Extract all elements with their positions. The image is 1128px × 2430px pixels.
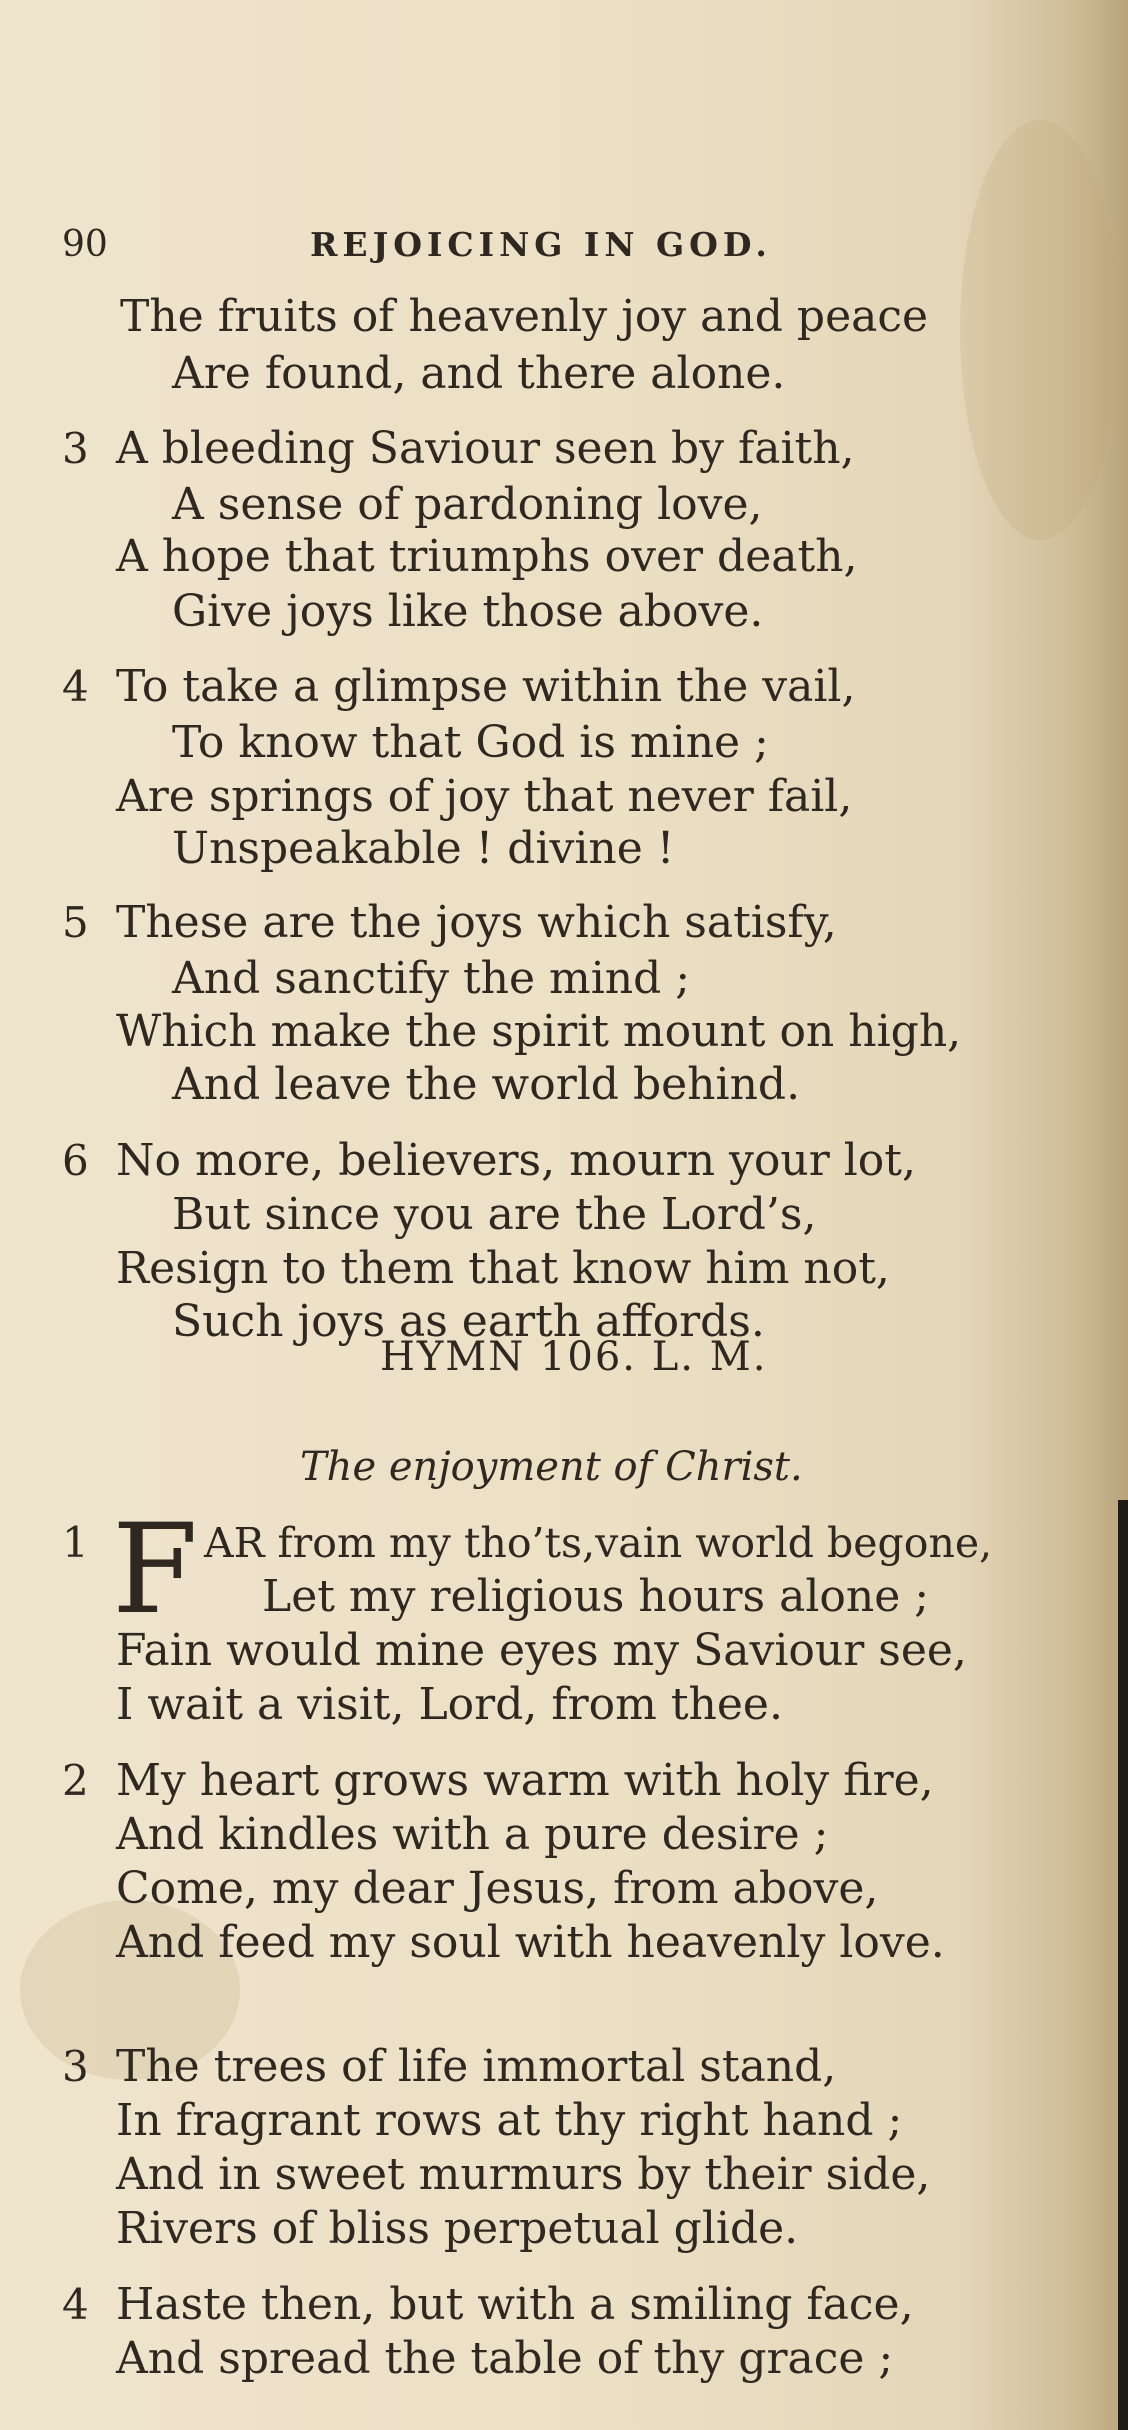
hymn-line: A hope that triumphs over death,: [116, 531, 858, 582]
hymn-line: Give joys like those above.: [172, 586, 764, 637]
hymn-line: A bleeding Saviour seen by faith,: [116, 423, 855, 474]
verse-number: 4: [62, 662, 89, 711]
verse-number: 2: [62, 1756, 89, 1805]
hymn-line: The fruits of heavenly joy and peace: [120, 291, 929, 342]
paper-stain: [960, 120, 1120, 540]
verse-number: 1: [62, 1518, 89, 1567]
hymn-line: Are found, and there alone.: [172, 348, 786, 399]
verse-number: 5: [62, 898, 89, 947]
page-header: [62, 222, 942, 268]
hymn-line: No more, believers, mourn your lot,: [116, 1135, 916, 1186]
hymn-line: Fain would mine eyes my Saviour see,: [116, 1625, 967, 1676]
hymn-line: In fragrant rows at thy right hand ;: [116, 2095, 903, 2146]
hymn-line: Let my religious hours alone ;: [262, 1571, 930, 1622]
hymn-line: These are the joys which satisfy,: [116, 897, 837, 948]
hymn-title: HYMN 106. L. M.: [380, 1334, 768, 1380]
hymn-line: The trees of life immortal stand,: [116, 2041, 837, 2092]
hymn-line: And kindles with a pure desire ;: [116, 1809, 829, 1860]
hymn-line: Haste then, but with a smiling face,: [116, 2279, 914, 2330]
hymn-line: Such joys as earth affords.: [172, 1296, 765, 1347]
hymn-line: Unspeakable ! divine !: [172, 823, 675, 874]
hymn-line: And in sweet murmurs by their side,: [116, 2149, 931, 2200]
verse-number: 3: [62, 424, 89, 473]
hymn-line: Resign to them that know him not,: [116, 1243, 890, 1294]
hymn-line: To know that God is mine ;: [172, 717, 769, 768]
hymn-line: Which make the spirit mount on high,: [116, 1006, 962, 1057]
hymn-line: My heart grows warm with holy fire,: [116, 1755, 934, 1806]
verse-number: 6: [62, 1136, 89, 1185]
hymn-line: AR from my tho’ts,vain world begone,: [204, 1519, 993, 1567]
hymn-line: But since you are the Lord’s,: [172, 1189, 817, 1240]
hymn-line: And leave the world behind.: [172, 1059, 801, 1110]
hymn-line: To take a glimpse within the vail,: [116, 661, 856, 712]
drop-cap: F: [112, 1498, 199, 1642]
hymn-line: Come, my dear Jesus, from above,: [116, 1863, 879, 1914]
page-number: 90: [62, 224, 108, 265]
hymn-line: Are springs of joy that never fail,: [116, 771, 853, 822]
hymn-line: Rivers of bliss perpetual glide.: [116, 2203, 799, 2254]
running-head: REJOICING IN GOD.: [310, 225, 772, 264]
hymn-line: And spread the table of thy grace ;: [116, 2333, 894, 2384]
hymn-line: A sense of pardoning love,: [172, 479, 763, 530]
verse-number: 3: [62, 2042, 89, 2091]
hymn-line: And sanctify the mind ;: [172, 953, 691, 1004]
hymn-subtitle: The enjoyment of Christ.: [300, 1444, 803, 1490]
verse-number: 4: [62, 2280, 89, 2329]
hymn-line: I wait a visit, Lord, from thee.: [116, 1679, 783, 1730]
hymn-line: And feed my soul with heavenly love.: [116, 1917, 945, 1968]
